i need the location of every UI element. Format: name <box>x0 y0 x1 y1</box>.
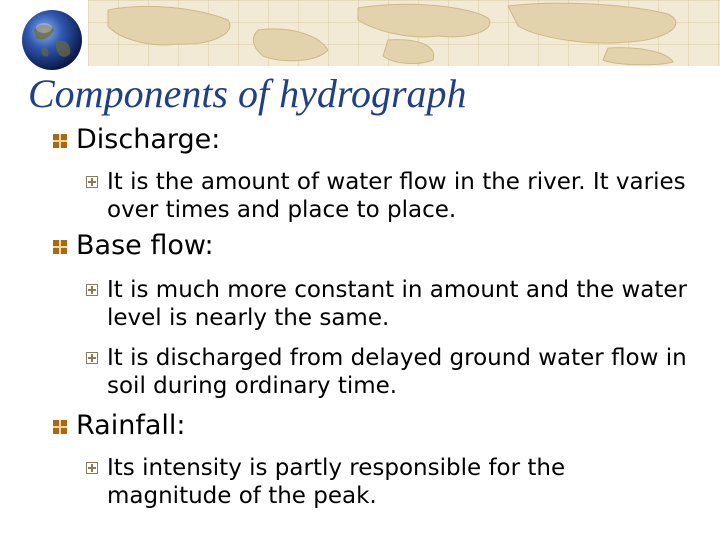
boxed-plus-bullet-icon <box>86 462 98 474</box>
bullet-point-text: Its intensity is partly responsible for the magnitude of the peak. <box>107 455 566 509</box>
boxed-plus-bullet-icon <box>86 176 98 188</box>
square-cross-bullet-icon <box>52 239 68 255</box>
square-cross-bullet-icon <box>52 133 68 149</box>
bullet-point <box>86 454 696 510</box>
square-cross-bullet-icon <box>52 419 68 435</box>
bullet-point <box>86 168 696 224</box>
bullet-point <box>86 344 696 400</box>
slide-title: Components of hydrograph <box>28 71 467 116</box>
bullet-point-text: It is discharged from delayed ground water flow in soil during ordinary time. <box>107 345 687 399</box>
bullet-point <box>86 276 696 332</box>
section-heading-text: Discharge: <box>76 124 221 155</box>
section-heading-text: Base flow: <box>76 230 214 261</box>
bullet-point-text: It is the amount of water flow in the river. It varies over times and place to place. <box>107 169 686 223</box>
boxed-plus-bullet-icon <box>86 352 98 364</box>
section-heading-text: Rainfall: <box>76 410 186 441</box>
boxed-plus-bullet-icon <box>86 284 98 296</box>
bullet-point-text: It is much more constant in amount and the water level is nearly the same. <box>107 277 687 331</box>
